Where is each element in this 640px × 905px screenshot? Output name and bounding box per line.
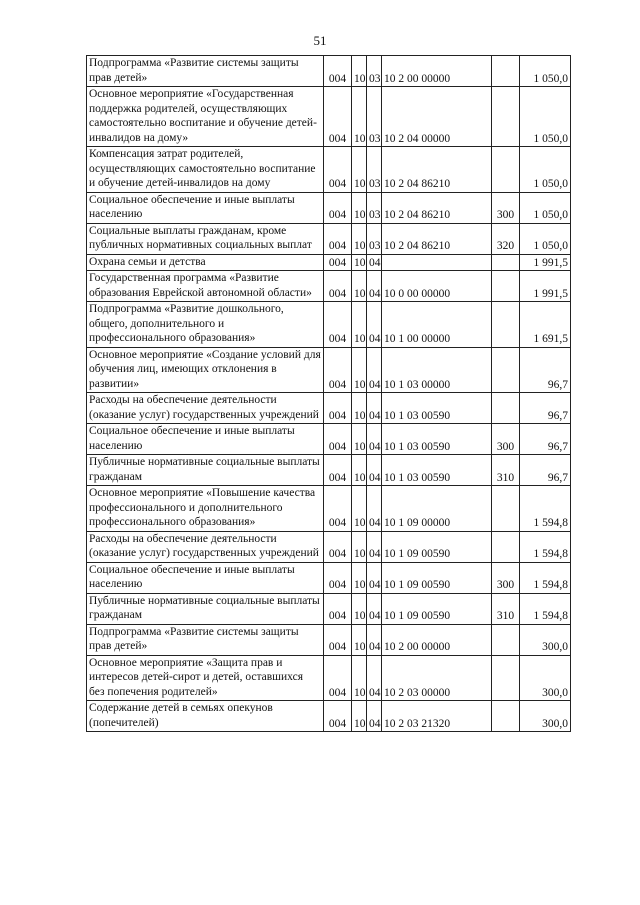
amount: 300,0 [520,655,571,701]
admin-code: 004 [324,87,352,147]
amount: 1 050,0 [520,87,571,147]
target-article-code: 10 1 03 00590 [382,424,492,455]
expense-type-code [492,531,520,562]
subsection-code: 04 [367,531,382,562]
section-code: 10 [352,701,367,732]
subsection-code: 04 [367,701,382,732]
target-article-code: 10 2 03 21320 [382,701,492,732]
admin-code: 004 [324,347,352,393]
row-name: Основное мероприятие «Защита прав и интересов детей-сирот и детей, оставшихся без попечения родителей» [87,655,324,701]
subsection-code: 04 [367,655,382,701]
table-row [87,486,571,532]
table-row [87,271,571,302]
budget-table [86,55,571,732]
subsection-code: 04 [367,486,382,532]
section-code: 10 [352,562,367,593]
admin-code: 004 [324,655,352,701]
target-article-code: 10 2 00 00000 [382,624,492,655]
table-row [87,393,571,424]
section-code: 10 [352,302,367,348]
section-code: 10 [352,531,367,562]
row-name: Основное мероприятие «Создание условий для обучения лиц, имеющих отклонения в развитии» [87,347,324,393]
admin-code: 004 [324,192,352,223]
row-name: Подпрограмма «Развитие системы защиты прав детей» [87,624,324,655]
subsection-code: 03 [367,192,382,223]
subsection-code: 04 [367,254,382,271]
table-row [87,254,571,271]
section-code: 10 [352,87,367,147]
amount: 1 594,8 [520,562,571,593]
subsection-code: 04 [367,393,382,424]
admin-code: 004 [324,271,352,302]
amount: 1 691,5 [520,302,571,348]
expense-type-code [492,147,520,193]
expense-type-code [492,347,520,393]
expense-type-code [492,302,520,348]
amount: 300,0 [520,624,571,655]
admin-code: 004 [324,393,352,424]
admin-code: 004 [324,147,352,193]
target-article-code: 10 2 04 86210 [382,147,492,193]
target-article-code: 10 2 03 00000 [382,655,492,701]
target-article-code [382,254,492,271]
row-name: Государственная программа «Развитие образования Еврейской автономной области» [87,271,324,302]
target-article-code: 10 1 09 00590 [382,531,492,562]
section-code: 10 [352,147,367,193]
subsection-code: 03 [367,87,382,147]
subsection-code: 04 [367,624,382,655]
table-row [87,147,571,193]
section-code: 10 [352,393,367,424]
amount: 1 594,8 [520,593,571,624]
admin-code: 004 [324,624,352,655]
target-article-code: 10 2 04 00000 [382,87,492,147]
expense-type-code: 320 [492,223,520,254]
target-article-code: 10 1 03 00590 [382,393,492,424]
expense-type-code [492,56,520,87]
row-name: Социальное обеспечение и иные выплаты населению [87,562,324,593]
table-row [87,593,571,624]
amount: 96,7 [520,455,571,486]
table-row [87,701,571,732]
table-row [87,624,571,655]
amount: 96,7 [520,424,571,455]
row-name: Социальное обеспечение и иные выплаты населению [87,192,324,223]
expense-type-code: 310 [492,593,520,624]
amount: 1 050,0 [520,56,571,87]
table-row [87,223,571,254]
section-code: 10 [352,455,367,486]
target-article-code: 10 1 03 00590 [382,455,492,486]
subsection-code: 03 [367,147,382,193]
section-code: 10 [352,56,367,87]
target-article-code: 10 1 09 00590 [382,562,492,593]
expense-type-code: 300 [492,562,520,593]
table-row [87,87,571,147]
row-name: Социальные выплаты гражданам, кроме публичных нормативных социальных выплат [87,223,324,254]
row-name: Публичные нормативные социальные выплаты гражданам [87,593,324,624]
expense-type-code [492,271,520,302]
amount: 96,7 [520,393,571,424]
section-code: 10 [352,254,367,271]
expense-type-code: 300 [492,192,520,223]
subsection-code: 03 [367,223,382,254]
row-name: Подпрограмма «Развитие дошкольного, общего, дополнительного и профессионального образования» [87,302,324,348]
amount: 1 050,0 [520,223,571,254]
section-code: 10 [352,593,367,624]
subsection-code: 04 [367,424,382,455]
target-article-code: 10 1 09 00590 [382,593,492,624]
subsection-code: 04 [367,593,382,624]
admin-code: 004 [324,56,352,87]
expense-type-code [492,87,520,147]
admin-code: 004 [324,223,352,254]
amount: 300,0 [520,701,571,732]
amount: 1 050,0 [520,147,571,193]
amount: 1 050,0 [520,192,571,223]
admin-code: 004 [324,486,352,532]
subsection-code: 04 [367,455,382,486]
amount: 1 991,5 [520,271,571,302]
admin-code: 004 [324,562,352,593]
page-number: 51 [313,33,327,48]
subsection-code: 04 [367,302,382,348]
subsection-code: 04 [367,347,382,393]
admin-code: 004 [324,455,352,486]
row-name: Охрана семьи и детства [87,254,324,271]
section-code: 10 [352,655,367,701]
subsection-code: 03 [367,56,382,87]
amount: 96,7 [520,347,571,393]
row-name: Социальное обеспечение и иные выплаты населению [87,424,324,455]
target-article-code: 10 2 00 00000 [382,56,492,87]
row-name: Расходы на обеспечение деятельности (оказание услуг) государственных учреждений [87,531,324,562]
target-article-code: 10 1 09 00000 [382,486,492,532]
row-name: Основное мероприятие «Государственная поддержка родителей, осуществляющих самостоятельно воспитание и обучение детей-инвалидов на дому» [87,87,324,147]
table-row [87,347,571,393]
admin-code: 004 [324,302,352,348]
expense-type-code [492,393,520,424]
amount: 1 594,8 [520,486,571,532]
section-code: 10 [352,424,367,455]
row-name: Публичные нормативные социальные выплаты гражданам [87,455,324,486]
target-article-code: 10 1 00 00000 [382,302,492,348]
section-code: 10 [352,192,367,223]
subsection-code: 04 [367,271,382,302]
row-name: Основное мероприятие «Повышение качества профессионального и дополнительного профессионального образования» [87,486,324,532]
row-name: Расходы на обеспечение деятельности (оказание услуг) государственных учреждений [87,393,324,424]
table-row [87,655,571,701]
target-article-code: 10 1 03 00000 [382,347,492,393]
expense-type-code [492,655,520,701]
admin-code: 004 [324,701,352,732]
amount: 1 594,8 [520,531,571,562]
table-row [87,424,571,455]
section-code: 10 [352,271,367,302]
expense-type-code: 310 [492,455,520,486]
admin-code: 004 [324,254,352,271]
target-article-code: 10 2 04 86210 [382,223,492,254]
target-article-code: 10 2 04 86210 [382,192,492,223]
section-code: 10 [352,624,367,655]
table-row [87,531,571,562]
section-code: 10 [352,347,367,393]
table-row [87,302,571,348]
amount: 1 991,5 [520,254,571,271]
table-body [87,56,571,732]
expense-type-code [492,624,520,655]
row-name: Компенсация затрат родителей, осуществляющих самостоятельно воспитание и обучение детей-инвалидов на дому [87,147,324,193]
expense-type-code [492,254,520,271]
table-row [87,192,571,223]
section-code: 10 [352,486,367,532]
section-code: 10 [352,223,367,254]
expense-type-code [492,486,520,532]
admin-code: 004 [324,424,352,455]
table-row [87,455,571,486]
expense-type-code [492,701,520,732]
admin-code: 004 [324,531,352,562]
table-row [87,562,571,593]
table-row [87,56,571,87]
row-name: Подпрограмма «Развитие системы защиты прав детей» [87,56,324,87]
admin-code: 004 [324,593,352,624]
target-article-code: 10 0 00 00000 [382,271,492,302]
expense-type-code: 300 [492,424,520,455]
row-name: Содержание детей в семьях опекунов (попечителей) [87,701,324,732]
subsection-code: 04 [367,562,382,593]
